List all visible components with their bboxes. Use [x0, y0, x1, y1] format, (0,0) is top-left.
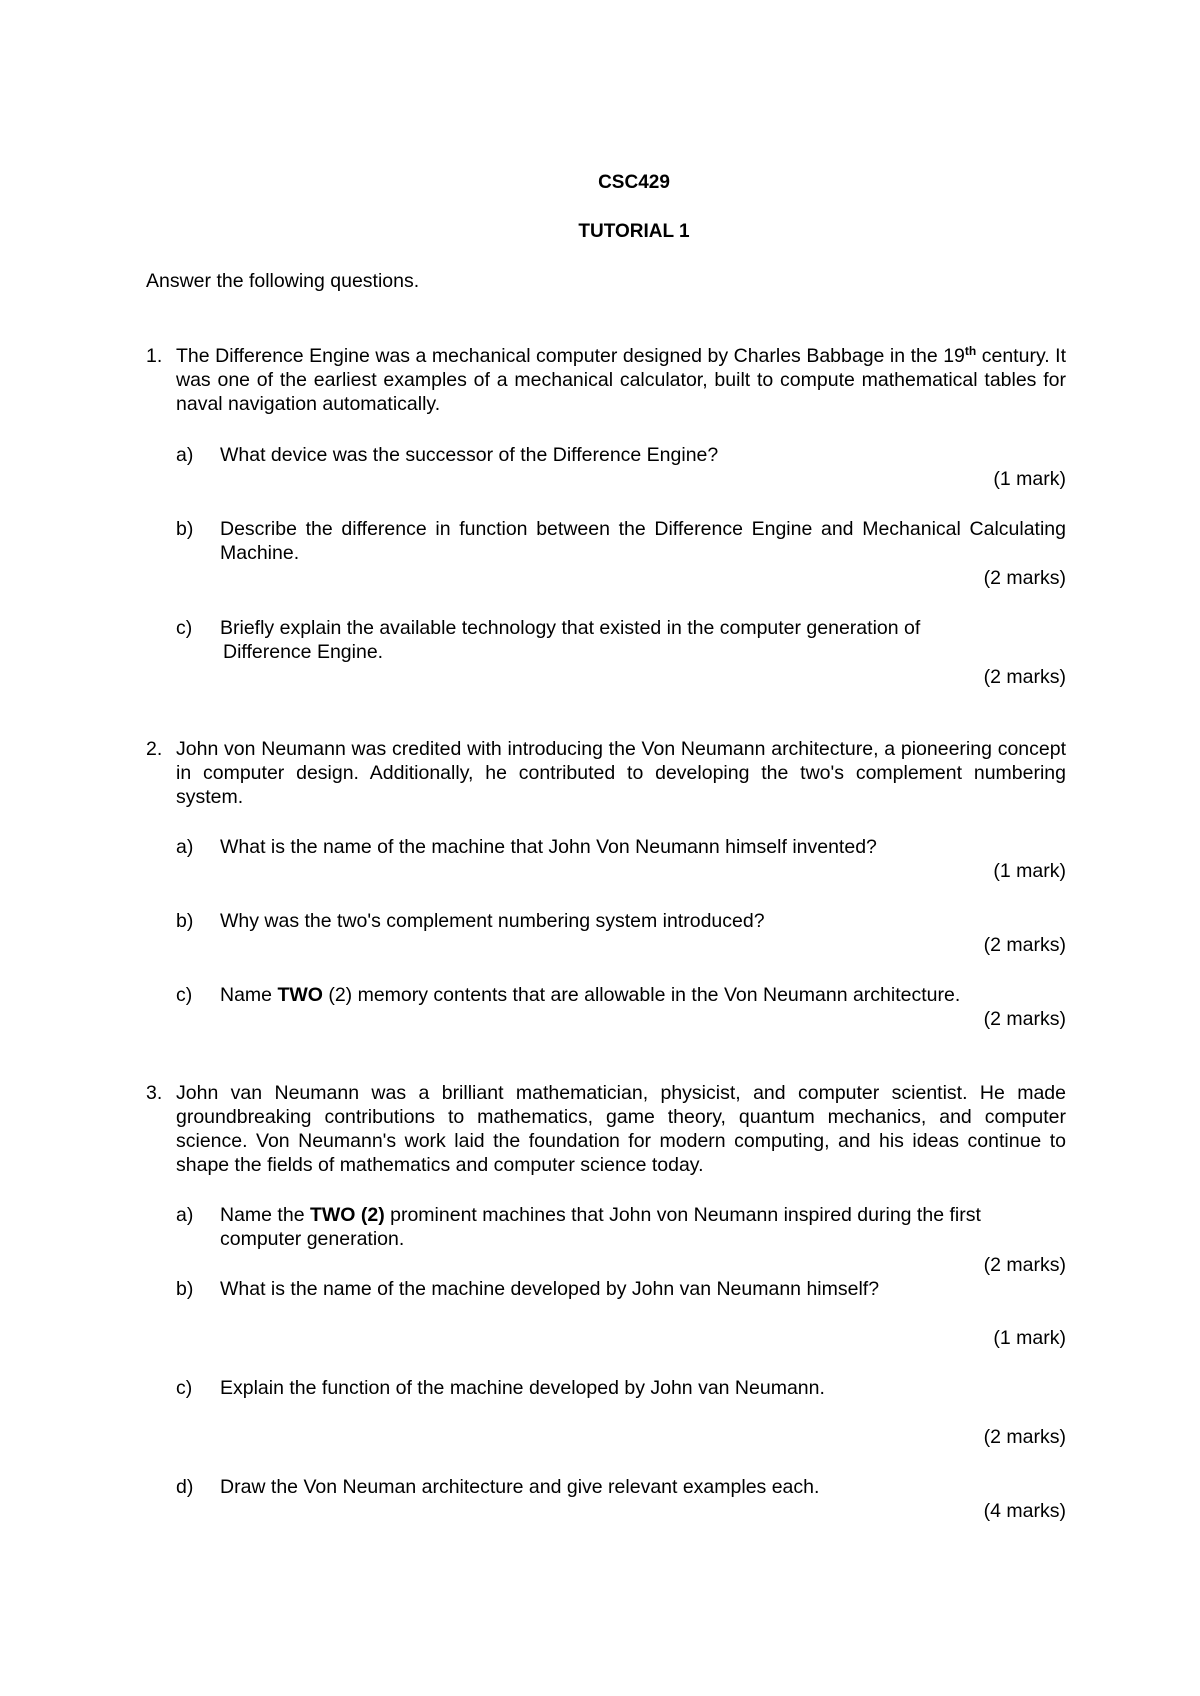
- sub-question-text: What is the name of the machine that John Von Neumann himself invented?: [220, 836, 877, 858]
- question-number: 2.: [146, 738, 163, 760]
- sub-question-letter: c): [176, 617, 193, 639]
- sub-question-letter: b): [176, 518, 194, 540]
- question-number: 3.: [146, 1082, 163, 1104]
- tutorial-title: TUTORIAL 1: [578, 221, 690, 242]
- sub-question-text: Why was the two's complement numbering system introduced?: [220, 910, 765, 932]
- marks-label: (4 marks): [983, 1500, 1066, 1522]
- marks-label: (1 mark): [993, 860, 1066, 882]
- sub-question-text: [220, 616, 1066, 664]
- sub-question-text-part: Name: [220, 984, 278, 1006]
- instructions: Answer the following questions.: [146, 270, 420, 292]
- sub-question-letter: d): [176, 1476, 194, 1498]
- sub-question-letter: a): [176, 836, 194, 858]
- sub-question-letter: a): [176, 1204, 194, 1226]
- sub-question-text: [220, 983, 1066, 1007]
- sub-question-text-part: prominent machines that John von Neumann inspired during the first computer generation.: [220, 1204, 981, 1250]
- question-text-part: century. It was one of the earliest examples of a mechanical calculator, built to compute mathematical tables for naval navigation automatically.: [176, 345, 1067, 415]
- sub-question-letter: b): [176, 1278, 194, 1300]
- marks-label: (1 mark): [993, 1327, 1066, 1349]
- question-text: John von Neumann was credited with introducing the Von Neumann architecture, a pioneering concept in computer design. Additionally, he contributed to developing the two's complement numbering system.: [176, 738, 1066, 808]
- marks-label: (2 marks): [983, 567, 1066, 589]
- sub-question-letter: a): [176, 444, 194, 466]
- marks-label: (1 mark): [993, 468, 1066, 490]
- question-text: [176, 344, 1066, 416]
- marks-label: (2 marks): [983, 666, 1066, 688]
- marks-label: (2 marks): [983, 934, 1066, 956]
- course-code: CSC429: [598, 172, 670, 193]
- sub-question-text: [220, 1203, 1066, 1251]
- sub-question-text-part: (2) memory contents that are allowable in the Von Neumann architecture.: [322, 984, 961, 1006]
- sub-question-text: What device was the successor of the Difference Engine?: [220, 444, 719, 466]
- sub-question-text: Draw the Von Neuman architecture and give relevant examples each.: [220, 1476, 820, 1498]
- emphasis: TWO (2): [309, 1204, 385, 1226]
- ordinal-suffix: th: [964, 344, 977, 358]
- emphasis: TWO: [277, 984, 323, 1006]
- sub-question-line: Difference Engine.: [223, 641, 384, 663]
- question-text-part: The Difference Engine was a mechanical computer designed by Charles Babbage in the 19: [176, 345, 965, 367]
- sub-question-text: Describe the difference in function between the Difference Engine and Mechanical Calculating Machine.: [220, 518, 1066, 564]
- marks-label: (2 marks): [983, 1254, 1066, 1276]
- sub-question-text: What is the name of the machine developed by John van Neumann himself?: [220, 1278, 880, 1300]
- sub-question-text-part: Name the: [220, 1204, 310, 1226]
- question-text: John van Neumann was a brilliant mathematician, physicist, and computer scientist. He made groundbreaking contributions to mathematics, game theory, quantum mechanics, and computer science. Von Neumann's work laid the foundation for modern computing, and his ideas continue to shape the fields of mathematics and computer science today.: [176, 1082, 1066, 1176]
- sub-question-text: Explain the function of the machine developed by John van Neumann.: [220, 1377, 825, 1399]
- sub-question-letter: c): [176, 984, 193, 1006]
- marks-label: (2 marks): [983, 1426, 1066, 1448]
- sub-question-line: Briefly explain the available technology that existed in the computer generation of: [220, 617, 921, 639]
- sub-question-letter: b): [176, 910, 194, 932]
- question-number: 1.: [146, 345, 163, 367]
- sub-question-letter: c): [176, 1377, 193, 1399]
- marks-label: (2 marks): [983, 1008, 1066, 1030]
